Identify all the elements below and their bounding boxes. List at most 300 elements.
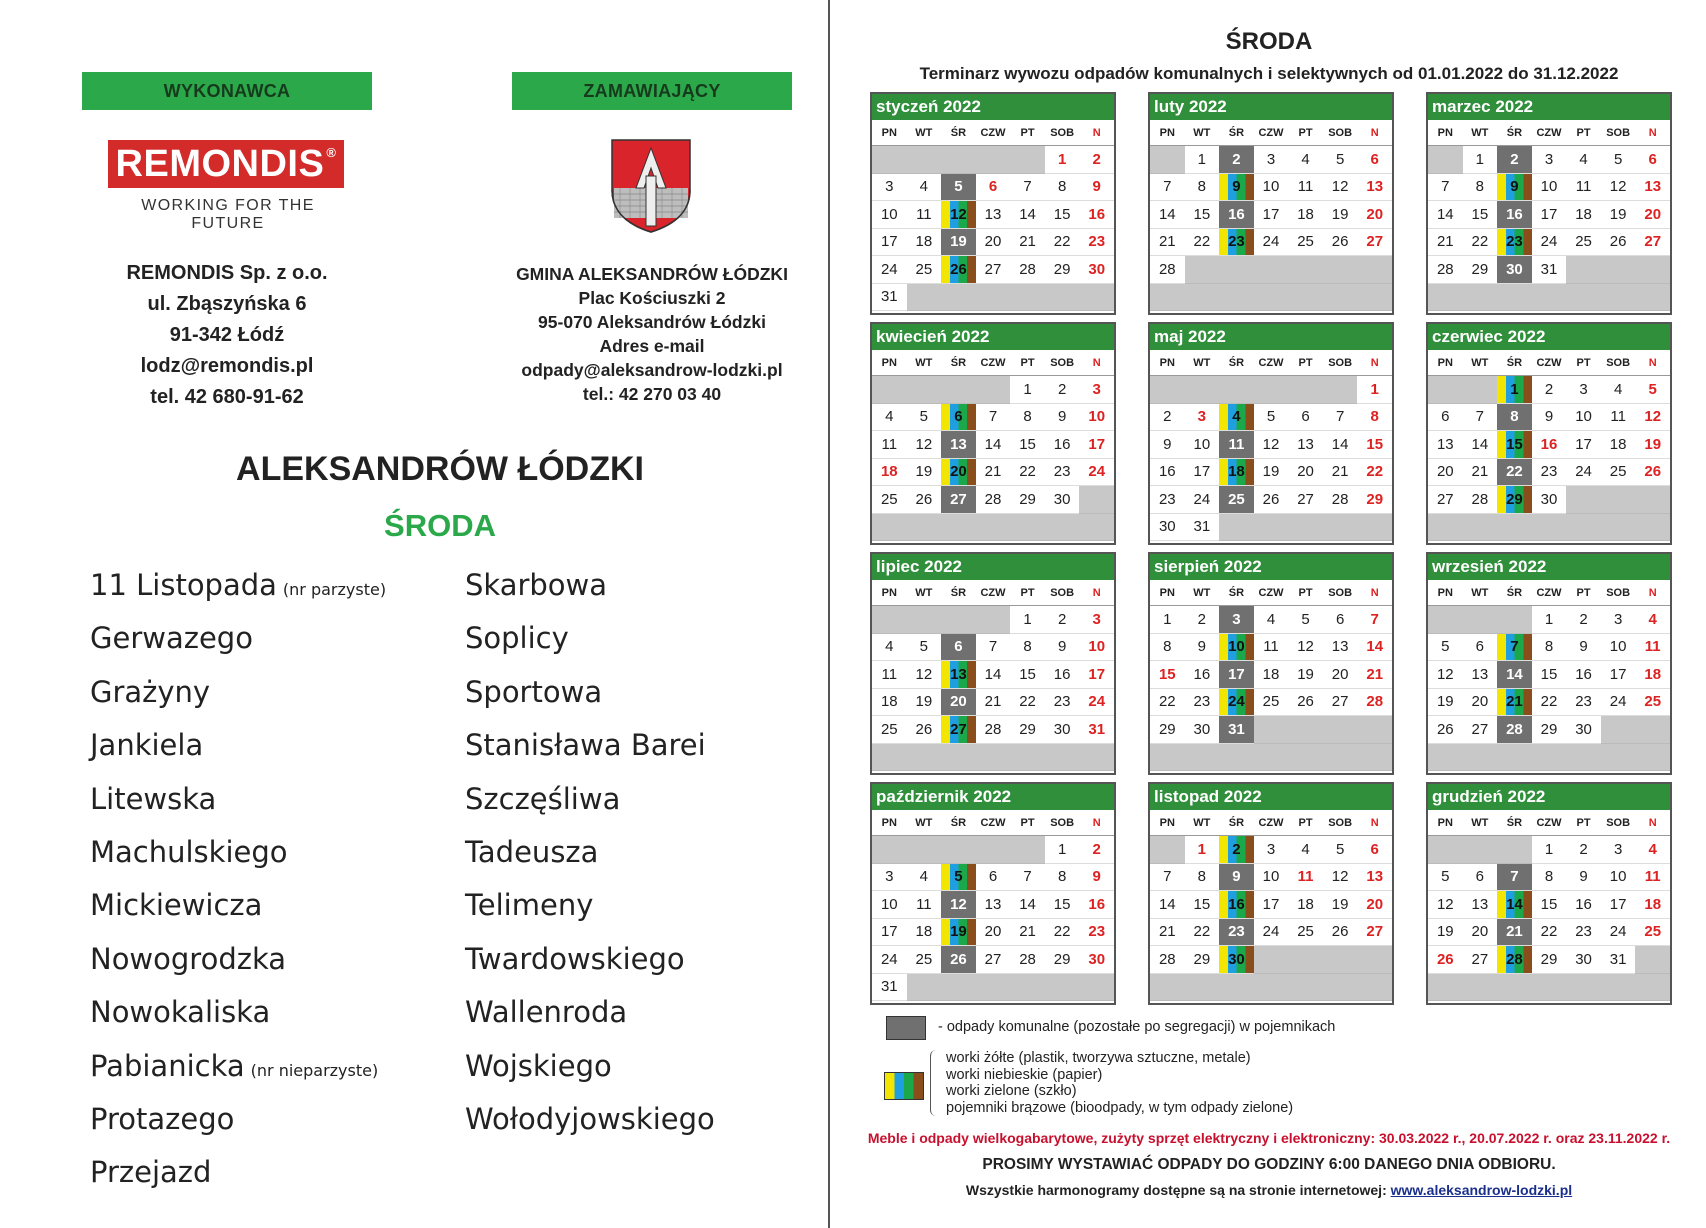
empty-cell — [976, 284, 1011, 312]
empty-cell — [1497, 606, 1532, 634]
empty-cell — [1150, 284, 1185, 312]
day-cell: 9 — [1045, 634, 1080, 662]
day-cell: 1 — [1045, 146, 1080, 174]
weekday-label: N — [1370, 587, 1379, 599]
day-cell: 2 — [1150, 404, 1185, 432]
empty-cell — [1635, 716, 1670, 744]
day-cell: 25 — [1601, 459, 1636, 487]
day-cell: 28 — [976, 486, 1011, 514]
weekday-label: ŚR — [1506, 357, 1523, 369]
day-cell: 21 — [1497, 689, 1532, 717]
day-cell: 3 — [1566, 376, 1601, 404]
weekday-label: SOB — [1050, 357, 1075, 369]
day-cell: 10 — [1601, 634, 1636, 662]
weekday-label: WT — [915, 357, 933, 369]
day-cell: 25 — [1254, 689, 1289, 717]
weekday-header — [1150, 120, 1392, 146]
day-cell: 3 — [872, 864, 907, 892]
day-grid — [1150, 376, 1392, 541]
day-cell: 12 — [1428, 661, 1463, 689]
empty-cell — [907, 974, 942, 1002]
empty-cell — [1150, 376, 1185, 404]
empty-cell — [1010, 146, 1045, 174]
day-cell: 7 — [1010, 864, 1045, 892]
day-cell: 19 — [1428, 919, 1463, 947]
empty-cell — [941, 836, 976, 864]
weekday-label: PT — [1298, 587, 1313, 599]
empty-cell — [1635, 256, 1670, 284]
day-cell: 14 — [1428, 201, 1463, 229]
day-cell: 21 — [976, 459, 1011, 487]
day-cell: 13 — [976, 891, 1011, 919]
empty-cell — [1045, 514, 1080, 542]
street-item — [465, 888, 715, 941]
day-cell: 1 — [1185, 836, 1220, 864]
empty-cell — [1532, 514, 1567, 542]
weekday-label: CZW — [980, 127, 1006, 139]
weekday-label: N — [1092, 587, 1101, 599]
day-cell: 19 — [1323, 201, 1358, 229]
street-name: Grażyny — [90, 674, 211, 709]
street-name: Stanisława Barei — [465, 728, 706, 763]
empty-cell — [1323, 744, 1358, 772]
empty-cell — [941, 744, 976, 772]
empty-cell — [1150, 146, 1185, 174]
weekday-header — [872, 120, 1114, 146]
empty-cell — [1566, 514, 1601, 542]
logo-reg: ® — [326, 144, 337, 160]
day-cell: 25 — [872, 486, 907, 514]
street-name: Pabianicka — [90, 1048, 245, 1083]
day-cell: 23 — [1150, 486, 1185, 514]
day-cell: 24 — [1219, 689, 1254, 717]
gmina-street: Plac Kościuszki 2 — [578, 288, 726, 308]
day-cell: 22 — [1532, 919, 1567, 947]
day-cell: 29 — [1185, 946, 1220, 974]
empty-cell — [1010, 514, 1045, 542]
contractor-label: WYKONAWCA — [82, 72, 372, 110]
empty-cell — [1254, 716, 1289, 744]
street-item — [465, 995, 715, 1048]
day-cell: 26 — [907, 716, 942, 744]
day-cell: 2 — [1219, 146, 1254, 174]
day-cell: 20 — [1463, 919, 1498, 947]
day-cell: 4 — [1288, 836, 1323, 864]
weekday-label: PT — [1298, 817, 1313, 829]
weekday-label: WT — [1471, 357, 1489, 369]
day-cell: 2 — [1566, 606, 1601, 634]
empty-cell — [1635, 946, 1670, 974]
day-cell: 13 — [1428, 431, 1463, 459]
empty-cell — [1497, 744, 1532, 772]
street-name: Mickiewicza — [90, 888, 263, 923]
day-cell: 28 — [1010, 946, 1045, 974]
put-out-note: PROSIMY WYSTAWIAĆ ODPADY DO GODZINY 6:00 DANEGO DNIA ODBIORU. — [982, 1156, 1556, 1173]
day-cell: 10 — [872, 201, 907, 229]
day-cell: 30 — [1079, 946, 1114, 974]
weekday-label: WT — [1193, 587, 1211, 599]
street-name: Gerwazego — [90, 621, 253, 656]
day-cell: 9 — [1219, 174, 1254, 202]
legend-yellow: worki żółte (plastik, tworzywa sztuczne, metale) — [946, 1050, 1251, 1066]
schedule-day-title: ŚRODA — [1225, 28, 1313, 55]
empty-cell — [1532, 744, 1567, 772]
day-cell: 5 — [941, 864, 976, 892]
day-cell: 16 — [1079, 891, 1114, 919]
empty-cell — [976, 606, 1011, 634]
month-title: grudzień 2022 — [1428, 784, 1670, 810]
weekday-label: PN — [881, 127, 897, 139]
empty-cell — [941, 606, 976, 634]
day-cell: 19 — [907, 689, 942, 717]
empty-cell — [1079, 284, 1114, 312]
empty-cell — [1323, 284, 1358, 312]
day-grid — [872, 606, 1114, 771]
day-cell: 1 — [1010, 376, 1045, 404]
weekday-label: PN — [1437, 357, 1453, 369]
street-name: Szczęśliwa — [465, 781, 621, 816]
day-cell: 21 — [1357, 661, 1392, 689]
day-cell: 18 — [1635, 891, 1670, 919]
weekday-label: PN — [1159, 817, 1175, 829]
street-item — [465, 835, 715, 888]
day-cell: 27 — [1323, 689, 1358, 717]
street-name: Soplicy — [465, 621, 569, 656]
legend-brace — [930, 1050, 938, 1116]
empty-cell — [872, 146, 907, 174]
weekday-label: CZW — [980, 817, 1006, 829]
weekday-label: SOB — [1328, 127, 1353, 139]
weekday-label: ŚR — [1506, 587, 1523, 599]
day-cell: 6 — [1357, 146, 1392, 174]
day-cell: 25 — [1635, 919, 1670, 947]
day-cell: 28 — [1150, 256, 1185, 284]
weekday-label: N — [1092, 127, 1101, 139]
day-cell: 16 — [1185, 661, 1220, 689]
empty-cell — [941, 146, 976, 174]
weekday-label: PT — [1298, 357, 1313, 369]
day-cell: 19 — [1323, 891, 1358, 919]
weekday-label: ŚR — [950, 587, 967, 599]
empty-cell — [1357, 946, 1392, 974]
day-cell: 1 — [1497, 376, 1532, 404]
street-name: Tadeusza — [465, 834, 599, 869]
empty-cell — [1219, 376, 1254, 404]
day-cell: 24 — [1185, 486, 1220, 514]
day-cell: 19 — [941, 919, 976, 947]
bulky-waste-note: Meble i odpady wielkogabarytowe, zużyty sprzęt elektryczny i elektroniczny: 30.03.2022 r., 20.07.2022 r. oraz 23.11.2022 r. — [867, 1130, 1671, 1146]
empty-cell — [1601, 284, 1636, 312]
day-cell: 21 — [976, 689, 1011, 717]
day-cell: 1 — [1532, 836, 1567, 864]
empty-cell — [1601, 744, 1636, 772]
empty-cell — [1601, 256, 1636, 284]
legend-selective-swatch — [884, 1072, 924, 1100]
day-cell: 17 — [872, 229, 907, 257]
day-grid — [1428, 836, 1670, 1001]
weekday-label: N — [1370, 357, 1379, 369]
day-cell: 21 — [1010, 229, 1045, 257]
day-cell: 8 — [1045, 864, 1080, 892]
street-name: Nowogrodzka — [90, 941, 287, 976]
day-cell: 30 — [1532, 486, 1567, 514]
weekday-label: SOB — [1050, 127, 1075, 139]
weekday-header — [1428, 120, 1670, 146]
weekday-label: PT — [1576, 587, 1591, 599]
day-cell: 29 — [1497, 486, 1532, 514]
empty-cell — [1463, 376, 1498, 404]
day-cell: 12 — [1601, 174, 1636, 202]
day-cell: 17 — [872, 919, 907, 947]
day-cell: 24 — [872, 256, 907, 284]
weekday-header — [1150, 810, 1392, 836]
day-cell: 9 — [1566, 864, 1601, 892]
month-title: październik 2022 — [872, 784, 1114, 810]
day-cell: 3 — [1079, 606, 1114, 634]
empty-cell — [1288, 744, 1323, 772]
day-cell: 28 — [1357, 689, 1392, 717]
legend-blue: worki niebieskie (papier) — [946, 1066, 1103, 1083]
weekday-label: ŚR — [950, 127, 967, 139]
day-cell: 15 — [1185, 891, 1220, 919]
day-cell: 16 — [1497, 201, 1532, 229]
day-cell: 3 — [1532, 146, 1567, 174]
day-cell: 5 — [907, 404, 942, 432]
day-cell: 22 — [1463, 229, 1498, 257]
day-cell: 1 — [1463, 146, 1498, 174]
day-cell: 31 — [1079, 716, 1114, 744]
day-cell: 17 — [1601, 661, 1636, 689]
day-cell: 23 — [1045, 459, 1080, 487]
day-cell: 20 — [1288, 459, 1323, 487]
day-cell: 11 — [907, 201, 942, 229]
day-cell: 4 — [1288, 146, 1323, 174]
weekday-label: WT — [1471, 587, 1489, 599]
day-cell: 14 — [1357, 634, 1392, 662]
day-cell: 12 — [1323, 864, 1358, 892]
empty-cell — [976, 744, 1011, 772]
day-cell: 14 — [1150, 201, 1185, 229]
month-calendar — [1148, 552, 1394, 775]
day-cell: 25 — [1635, 689, 1670, 717]
street-note: (nr nieparzyste) — [250, 1060, 379, 1080]
weekday-label: WT — [1471, 127, 1489, 139]
day-cell: 20 — [941, 689, 976, 717]
empty-cell — [1045, 974, 1080, 1002]
day-cell: 5 — [1323, 146, 1358, 174]
coat-of-arms-icon — [610, 138, 692, 234]
empty-cell — [976, 974, 1011, 1002]
day-cell: 3 — [1254, 146, 1289, 174]
month-calendar — [870, 92, 1116, 315]
empty-cell — [976, 514, 1011, 542]
empty-cell — [1323, 946, 1358, 974]
month-calendar — [1426, 322, 1672, 545]
day-cell: 22 — [1532, 689, 1567, 717]
empty-cell — [1601, 486, 1636, 514]
empty-cell — [907, 514, 942, 542]
day-cell: 29 — [1045, 256, 1080, 284]
day-cell: 24 — [872, 946, 907, 974]
day-cell: 6 — [1463, 864, 1498, 892]
day-cell: 16 — [1532, 431, 1567, 459]
day-cell: 11 — [872, 661, 907, 689]
empty-cell — [1288, 716, 1323, 744]
empty-cell — [1428, 836, 1463, 864]
day-cell: 4 — [1219, 404, 1254, 432]
day-cell: 29 — [1150, 716, 1185, 744]
weekday-label: SOB — [1606, 817, 1631, 829]
day-cell: 30 — [1045, 716, 1080, 744]
gmina-name: GMINA ALEKSANDRÓW ŁÓDZKI — [516, 264, 788, 284]
remondis-logo — [108, 140, 344, 188]
day-cell: 26 — [1254, 486, 1289, 514]
day-cell: 29 — [1010, 716, 1045, 744]
day-cell: 4 — [872, 404, 907, 432]
legend-mixed-text: - odpady komunalne (pozostałe po segregacji) w pojemnikach — [938, 1019, 1336, 1035]
day-cell: 5 — [1323, 836, 1358, 864]
street-item — [90, 621, 386, 674]
legend-selective-list — [946, 1050, 1293, 1116]
weekday-header — [872, 810, 1114, 836]
street-item — [465, 621, 715, 674]
day-cell: 23 — [1532, 459, 1567, 487]
day-cell: 6 — [976, 174, 1011, 202]
weekday-header — [872, 350, 1114, 376]
day-cell: 6 — [1288, 404, 1323, 432]
weekday-label: PN — [1159, 587, 1175, 599]
day-cell: 8 — [1150, 634, 1185, 662]
day-cell: 26 — [907, 486, 942, 514]
day-cell: 8 — [1497, 404, 1532, 432]
day-cell: 17 — [1254, 201, 1289, 229]
empty-cell — [1428, 744, 1463, 772]
day-cell: 11 — [1288, 864, 1323, 892]
day-cell: 28 — [1463, 486, 1498, 514]
town-name: ALEKSANDRÓW ŁÓDZKI — [236, 450, 644, 488]
day-cell: 5 — [907, 634, 942, 662]
day-cell: 8 — [1010, 404, 1045, 432]
empty-cell — [1219, 284, 1254, 312]
weekday-label: WT — [915, 587, 933, 599]
day-cell: 27 — [941, 486, 976, 514]
day-cell: 7 — [976, 634, 1011, 662]
empty-cell — [907, 146, 942, 174]
weekday-label: CZW — [1536, 817, 1562, 829]
empty-cell — [976, 836, 1011, 864]
month-title: kwiecień 2022 — [872, 324, 1114, 350]
weekday-label: SOB — [1606, 357, 1631, 369]
empty-cell — [1601, 974, 1636, 1002]
day-cell: 6 — [941, 634, 976, 662]
day-cell: 15 — [1532, 891, 1567, 919]
weekday-label: N — [1370, 817, 1379, 829]
day-cell: 25 — [1288, 229, 1323, 257]
empty-cell — [1045, 744, 1080, 772]
website-link[interactable]: www.aleksandrow-lodzki.pl — [1390, 1182, 1573, 1198]
gmina-contact — [492, 262, 812, 406]
empty-cell — [941, 974, 976, 1002]
day-cell: 20 — [1357, 891, 1392, 919]
day-cell: 27 — [1357, 229, 1392, 257]
street-item — [465, 568, 715, 621]
street-item — [90, 835, 386, 888]
day-cell: 6 — [1428, 404, 1463, 432]
weekday-label: SOB — [1328, 587, 1353, 599]
empty-cell — [976, 146, 1011, 174]
day-grid — [1150, 146, 1392, 311]
day-cell: 5 — [1428, 864, 1463, 892]
day-cell: 15 — [1497, 431, 1532, 459]
weekday-label: ŚR — [1228, 357, 1245, 369]
empty-cell — [1219, 256, 1254, 284]
street-item — [465, 1102, 715, 1155]
weekday-label: N — [1092, 357, 1101, 369]
empty-cell — [1010, 284, 1045, 312]
day-grid — [1428, 606, 1670, 771]
day-cell: 14 — [1010, 201, 1045, 229]
empty-cell — [1288, 256, 1323, 284]
empty-cell — [1288, 514, 1323, 542]
day-cell: 10 — [1566, 404, 1601, 432]
empty-cell — [1045, 284, 1080, 312]
empty-cell — [1635, 744, 1670, 772]
day-grid — [872, 376, 1114, 541]
day-cell: 11 — [1288, 174, 1323, 202]
weekday-label: SOB — [1606, 127, 1631, 139]
day-cell: 10 — [1532, 174, 1567, 202]
day-cell: 21 — [1150, 919, 1185, 947]
street-name: Jankiela — [90, 728, 204, 763]
weekday-label: ŚR — [1228, 587, 1245, 599]
day-cell: 13 — [1357, 864, 1392, 892]
month-calendar — [1426, 552, 1672, 775]
weekday-header — [1428, 810, 1670, 836]
empty-cell — [1428, 146, 1463, 174]
day-cell: 14 — [976, 431, 1011, 459]
weekday-label: SOB — [1050, 587, 1075, 599]
day-cell: 2 — [1532, 376, 1567, 404]
weekday-label: PN — [881, 357, 897, 369]
day-cell: 28 — [1497, 716, 1532, 744]
day-cell: 4 — [1635, 836, 1670, 864]
empty-cell — [1254, 974, 1289, 1002]
empty-cell — [976, 376, 1011, 404]
empty-cell — [1357, 974, 1392, 1002]
day-cell: 2 — [1045, 606, 1080, 634]
day-cell: 25 — [872, 716, 907, 744]
day-cell: 10 — [1254, 864, 1289, 892]
left-panel — [0, 0, 830, 1228]
empty-cell — [1428, 974, 1463, 1002]
empty-cell — [1635, 974, 1670, 1002]
day-cell: 7 — [1497, 634, 1532, 662]
day-cell: 7 — [1150, 864, 1185, 892]
weekday-label: ŚR — [950, 817, 967, 829]
day-cell: 15 — [1010, 431, 1045, 459]
day-cell: 30 — [1045, 486, 1080, 514]
day-cell: 12 — [1288, 634, 1323, 662]
schedule-subtitle: Terminarz wywozu odpadów komunalnych i selektywnych od 01.01.2022 do 31.12.2022 — [919, 64, 1619, 83]
day-cell: 6 — [1357, 836, 1392, 864]
day-cell: 14 — [976, 661, 1011, 689]
day-cell: 13 — [1357, 174, 1392, 202]
empty-cell — [1635, 514, 1670, 542]
empty-cell — [1010, 836, 1045, 864]
day-cell: 22 — [1150, 689, 1185, 717]
weekday-label: PN — [881, 587, 897, 599]
day-cell: 18 — [872, 459, 907, 487]
